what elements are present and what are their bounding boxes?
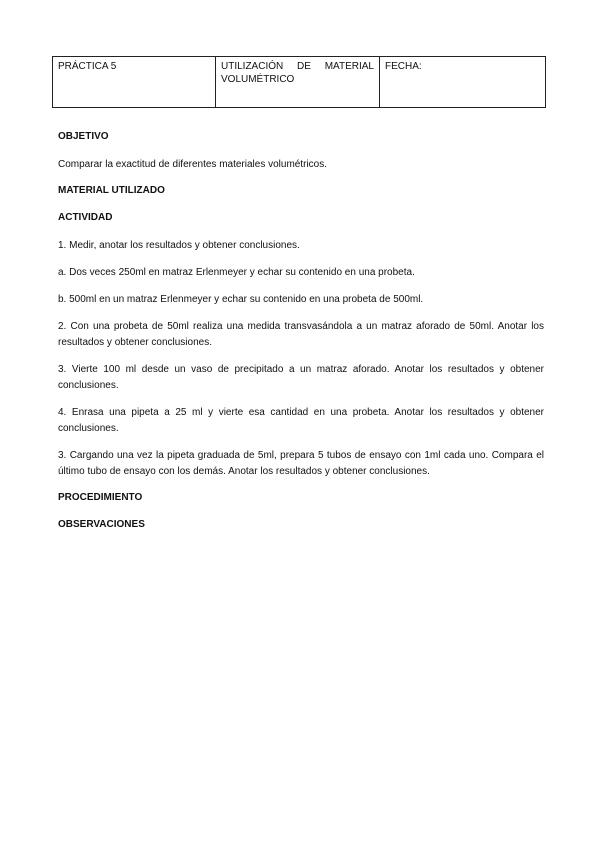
title-line-1: UTILIZACIÓN DE MATERIAL xyxy=(221,61,374,72)
practice-cell xyxy=(53,57,216,108)
activity-paragraph: 2. Con una probeta de 50ml realiza una medida transvasándola a un matraz aforado de 50ml. Anotar los resultados y obtener conclusiones. xyxy=(58,321,544,348)
practice-label: PRÁCTICA 5 xyxy=(58,61,117,72)
activity-paragraph: 3. Cargando una vez la pipeta graduada de 5ml, prepara 5 tubos de ensayo con 1ml cada uno. Compara el último tubo de ensayo con los demás. Anotar los resultados y obtener conclusiones. xyxy=(58,450,544,477)
material-heading: MATERIAL UTILIZADO xyxy=(58,185,165,196)
objetivo-text: Comparar la exactitud de diferentes materiales volumétricos. xyxy=(58,159,328,170)
objetivo-heading: OBJETIVO xyxy=(58,131,109,142)
activity-paragraph: 4. Enrasa una pipeta a 25 ml y vierte esa cantidad en una probeta. Anotar los resultados y obtener conclusiones. xyxy=(58,407,544,434)
activity-paragraph: 3. Vierte 100 ml desde un vaso de precipitado a un matraz aforado. Anotar los resultados y obtener conclusiones. xyxy=(58,364,544,391)
header-table xyxy=(52,56,546,108)
title-cell xyxy=(216,57,380,108)
date-label: FECHA: xyxy=(385,61,422,72)
actividad-heading: ACTIVIDAD xyxy=(58,212,113,223)
activity-paragraph: a. Dos veces 250ml en matraz Erlenmeyer y echar su contenido en una probeta. xyxy=(58,267,415,278)
title-line-2: VOLUMÉTRICO xyxy=(221,74,295,85)
observaciones-heading: OBSERVACIONES xyxy=(58,519,145,530)
header-row xyxy=(53,57,546,108)
date-cell xyxy=(380,57,546,108)
procedimiento-heading: PROCEDIMIENTO xyxy=(58,492,143,503)
activity-paragraph: 1. Medir, anotar los resultados y obtener conclusiones. xyxy=(58,240,300,251)
document-body xyxy=(58,130,544,545)
activity-paragraph: b. 500ml en un matraz Erlenmeyer y echar su contenido en una probeta de 500ml. xyxy=(58,294,424,305)
